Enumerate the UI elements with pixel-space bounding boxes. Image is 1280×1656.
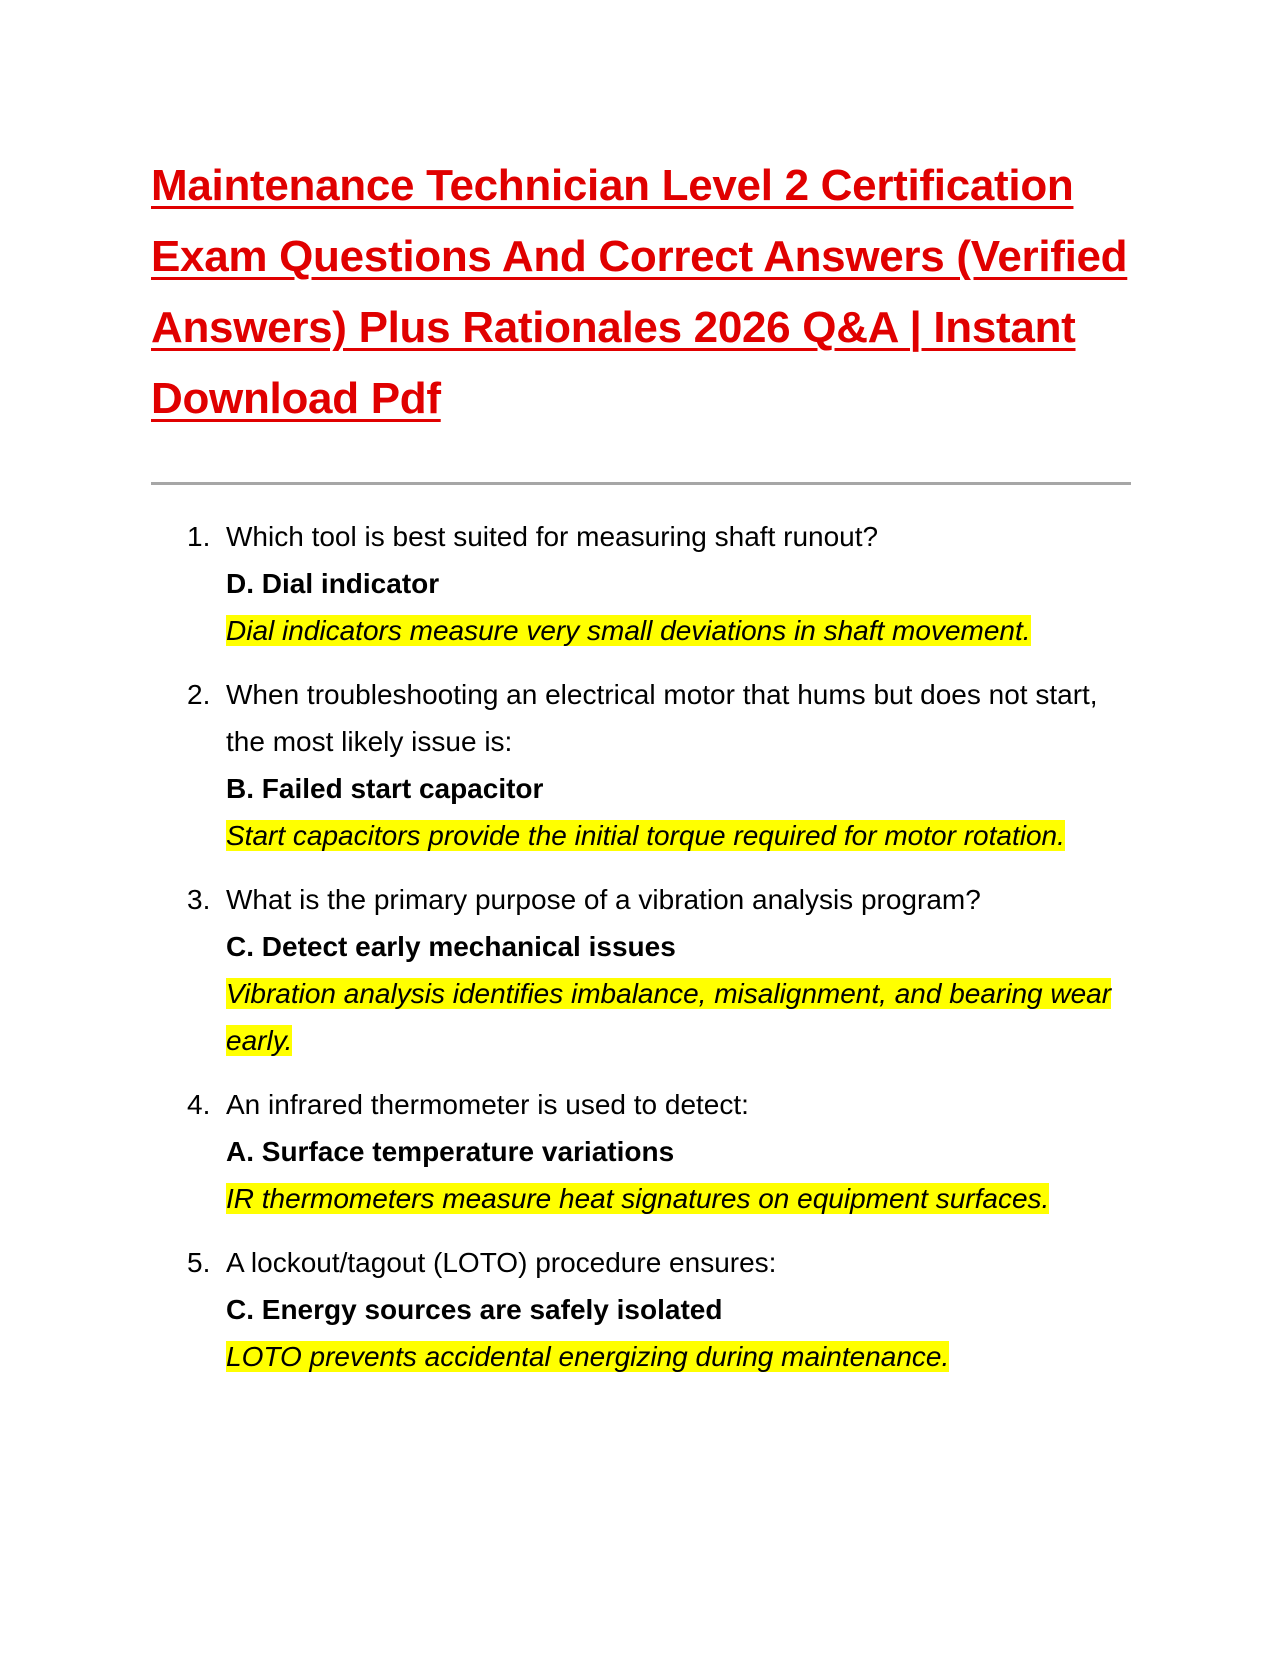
question-text: When troubleshooting an electrical motor that hums but does not start, the most likely issue is: — [226, 679, 1098, 757]
question-item-3 — [151, 876, 1141, 1064]
question-text: Which tool is best suited for measuring shaft runout? — [226, 521, 879, 552]
rationale — [226, 812, 1141, 859]
question-number: 5. — [187, 1247, 211, 1278]
correct-answer: A. Surface temperature variations — [226, 1136, 675, 1167]
horizontal-divider — [151, 482, 1131, 485]
rationale-highlight: LOTO prevents accidental energizing during maintenance. — [226, 1341, 950, 1372]
page-title: Maintenance Technician Level 2 Certification Exam Questions And Correct Answers (Verified Answers) Plus Rationales 2026 Q&A | Instant Download Pdf — [151, 161, 1128, 423]
correct-answer: B. Failed start capacitor — [226, 773, 544, 804]
rationale-highlight: IR thermometers measure heat signatures on equipment surfaces. — [226, 1183, 1050, 1214]
question-text: A lockout/tagout (LOTO) procedure ensures: — [226, 1247, 777, 1278]
question-item-4 — [151, 1081, 1141, 1222]
question-list — [151, 513, 1141, 1397]
question-item-1 — [151, 513, 1141, 654]
question-text: What is the primary purpose of a vibration analysis program? — [226, 884, 981, 915]
rationale — [226, 607, 1141, 654]
question-item-2 — [151, 671, 1141, 859]
rationale — [226, 1175, 1141, 1222]
rationale-highlight: Vibration analysis identifies imbalance, misalignment, and bearing wear early. — [226, 978, 1112, 1056]
rationale-highlight: Start capacitors provide the initial torque required for motor rotation. — [226, 820, 1065, 851]
rationale-highlight: Dial indicators measure very small deviations in shaft movement. — [226, 615, 1031, 646]
rationale — [226, 970, 1141, 1064]
correct-answer: C. Detect early mechanical issues — [226, 931, 676, 962]
correct-answer: C. Energy sources are safely isolated — [226, 1294, 723, 1325]
question-text: An infrared thermometer is used to detect: — [226, 1089, 749, 1120]
rationale — [226, 1333, 1141, 1380]
correct-answer: D. Dial indicator — [226, 568, 440, 599]
question-item-5 — [151, 1239, 1141, 1380]
question-number: 2. — [187, 679, 211, 710]
question-number: 4. — [187, 1089, 211, 1120]
question-number: 1. — [187, 521, 211, 552]
question-number: 3. — [187, 884, 211, 915]
